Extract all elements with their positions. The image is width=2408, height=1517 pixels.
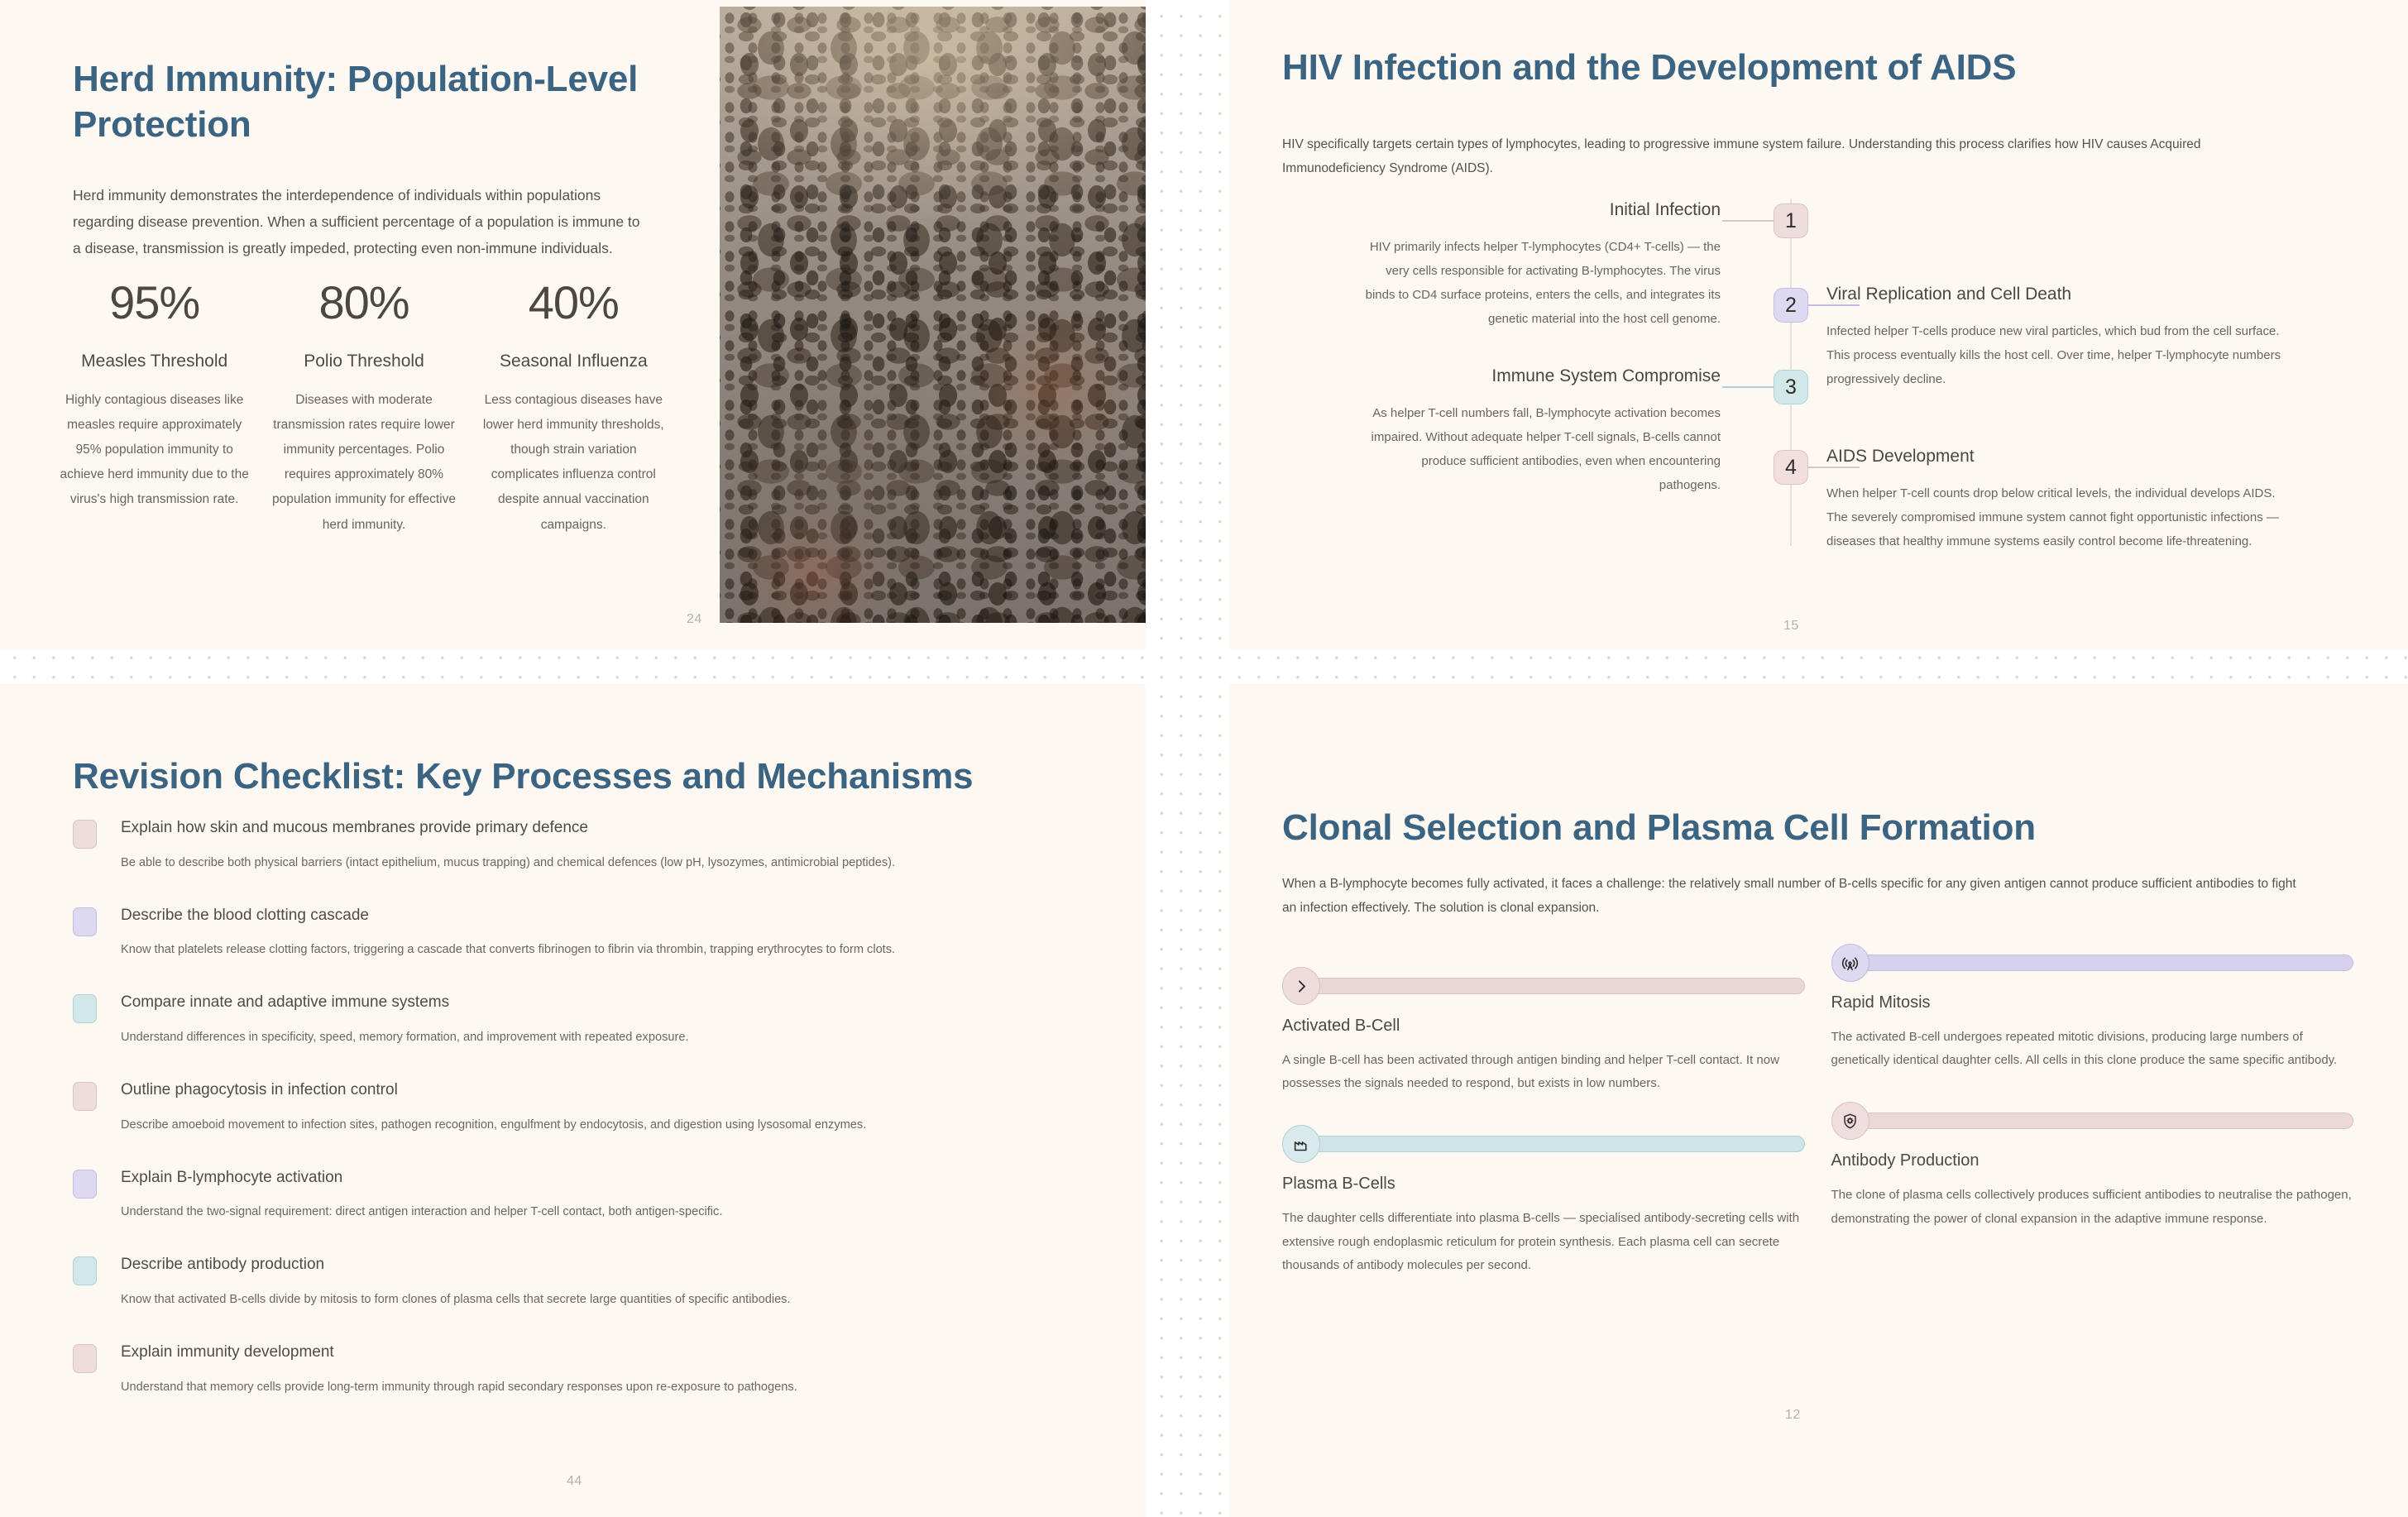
timeline-node-number: 4 bbox=[1785, 455, 1797, 479]
checklist-item-description: Describe amoeboid movement to infection sites, pathogen recognition, engulfment by endocytosis, and digestion using lysosomal enzymes. bbox=[121, 1117, 867, 1132]
stat-polio bbox=[259, 277, 468, 538]
slide-herd-immunity bbox=[0, 0, 1146, 649]
list-item[interactable] bbox=[73, 993, 1090, 1049]
chevron-right-icon[interactable] bbox=[1282, 967, 1320, 1005]
timeline-connector-1 bbox=[1722, 220, 1774, 222]
timeline-step-3 bbox=[1257, 365, 1721, 497]
checklist-item-title: Compare innate and adaptive immune systems bbox=[121, 993, 450, 1012]
page-title: Herd Immunity: Population-Level Protection bbox=[73, 59, 639, 146]
hiv-intro-text: HIV specifically targets certain types of lymphocytes, leading to progressive immune system failure. Understanding this process clarifies how HIV causes Acquired Immunodeficiency Syndrome (AIDS). bbox=[1282, 137, 2201, 176]
page-number: 44 bbox=[567, 1474, 582, 1488]
stat-description: Highly contagious diseases like measles require approximately 95% population immunity to achieve herd immunity due to the virus's high transmission rate. bbox=[60, 392, 249, 507]
stat-description: Diseases with moderate transmission rates require lower immunity percentages. Polio requires approximately 80% population immunity for effective herd immunity. bbox=[271, 392, 456, 532]
checklist-item-description: Know that activated B-cells divide by mitosis to form clones of plasma cells that secrete large quantities of specific antibodies. bbox=[121, 1293, 791, 1307]
shield-virus-icon[interactable] bbox=[1831, 1102, 1869, 1140]
checklist-item-description: Understand differences in specificity, speed, memory formation, and improvement with repeated exposure. bbox=[121, 1031, 689, 1045]
timeline-step-heading: AIDS Development bbox=[1826, 447, 1975, 466]
checklist-item-title: Explain immunity development bbox=[121, 1343, 334, 1361]
clonal-cards-grid bbox=[1282, 967, 2353, 1277]
clonal-card-description: The activated B-cell undergoes repeated mitotic divisions, producing large numbers of genetically identical daughter cells. All cells in this clone produce the same specific antibody. bbox=[1831, 1030, 2338, 1068]
stat-value: 80% bbox=[318, 276, 409, 328]
clonal-card-description: A single B-cell has been activated through antigen binding and helper T-cell contact. It now possesses the signals needed to respond, but exists in low numbers. bbox=[1282, 1053, 1779, 1091]
clonal-intro-text: When a B-lymphocyte becomes fully activated, it faces a challenge: the relatively small number of B-cells specific for any given antigen cannot produce sufficient antibodies to fight an infection effectively. The solution is clonal expansion. bbox=[1282, 877, 2296, 915]
stat-value: 40% bbox=[528, 276, 619, 328]
herd-content bbox=[73, 56, 652, 261]
clonal-card-description: The clone of plasma cells collectively produces sufficient antibodies to neutralise the pathogen, demonstrating the power of clonal expansion in the adaptive immune response. bbox=[1831, 1188, 2352, 1226]
timeline-connector-4 bbox=[1808, 467, 1860, 468]
slide-hiv-infection bbox=[1229, 0, 2408, 649]
checklist-item-description: Understand the two-signal requirement: direct antigen interaction and helper T-cell contact, both antigen-specific. bbox=[121, 1205, 723, 1219]
checklist-item-title: Explain how skin and mucous membranes provide primary defence bbox=[121, 819, 588, 836]
clonal-card-title: Plasma B-Cells bbox=[1282, 1175, 1395, 1194]
list-item[interactable] bbox=[73, 1342, 1090, 1399]
checklist-item-title: Explain B-lymphocyte activation bbox=[121, 1168, 343, 1186]
checklist-items bbox=[73, 818, 1090, 1430]
progress-bar bbox=[1850, 1113, 2354, 1129]
clonal-card-activated-b-cell bbox=[1282, 967, 1805, 1095]
slide-clonal-selection bbox=[1229, 684, 2408, 1517]
list-item[interactable] bbox=[73, 818, 1090, 874]
timeline-step-heading: Immune System Compromise bbox=[1491, 366, 1721, 385]
checkbox-icon[interactable] bbox=[73, 1344, 97, 1373]
hiv-content bbox=[1282, 45, 2291, 181]
stat-label: Seasonal Influenza bbox=[500, 351, 648, 371]
page-title: Revision Checklist: Key Processes and Mechanisms bbox=[73, 756, 974, 797]
clonal-card-title: Antibody Production bbox=[1831, 1151, 1980, 1170]
timeline-step-heading: Initial Infection bbox=[1609, 200, 1721, 219]
checkbox-icon[interactable] bbox=[73, 1170, 97, 1199]
list-item[interactable] bbox=[73, 1168, 1090, 1224]
timeline-node-1[interactable] bbox=[1774, 203, 1808, 238]
checklist-item-title: Describe antibody production bbox=[121, 1256, 325, 1274]
timeline-node-number: 1 bbox=[1785, 208, 1797, 232]
timeline-node-4[interactable] bbox=[1774, 450, 1808, 485]
timeline-step-4 bbox=[1826, 445, 2290, 554]
stat-label: Measles Threshold bbox=[81, 351, 228, 371]
page-title: HIV Infection and the Development of AIDS bbox=[1282, 47, 2017, 88]
timeline-step-body: As helper T-cell numbers fall, B-lymphocyte activation becomes impaired. Without adequate helper T-cell signals, B-cells cannot produce sufficient antibodies, even when encountering pathogens. bbox=[1371, 406, 1721, 492]
list-item[interactable] bbox=[73, 906, 1090, 962]
checkbox-icon[interactable] bbox=[73, 1082, 97, 1111]
clonal-card-bar bbox=[1831, 1102, 2354, 1140]
timeline-step-body: Infected helper T-cells produce new viral particles, which bud from the cell surface. This process eventually kills the host cell. Over time, helper T-lymphocyte numbers progressively decline. bbox=[1826, 324, 2281, 386]
hiv-timeline bbox=[1229, 192, 2408, 548]
timeline-node-3[interactable] bbox=[1774, 370, 1808, 404]
checklist-item-title: Outline phagocytosis in infection control bbox=[121, 1081, 398, 1099]
checkbox-icon[interactable] bbox=[73, 994, 97, 1023]
clonal-card-rapid-mitosis bbox=[1831, 944, 2354, 1095]
checklist-item-description: Know that platelets release clotting factors, triggering a cascade that converts fibrinogen to fibrin via thrombin, trapping erythrocytes to form clots. bbox=[121, 943, 896, 957]
stat-value: 95% bbox=[109, 276, 200, 328]
timeline-step-body: HIV primarily infects helper T-lymphocytes (CD4+ T-cells) — the very cells responsible for activating B-lymphocytes. The virus binds to CD4 surface proteins, enters the cells, and integrates its genetic material into the host cell genome. bbox=[1365, 240, 1721, 326]
progress-bar bbox=[1300, 1136, 1805, 1152]
clonal-card-title: Activated B-Cell bbox=[1282, 1017, 1400, 1035]
clonal-card-bar bbox=[1831, 944, 2354, 982]
clonal-card-plasma-b-cells bbox=[1282, 1125, 1805, 1277]
factory-icon[interactable] bbox=[1282, 1125, 1320, 1163]
herd-stats-row bbox=[50, 277, 678, 538]
stat-description: Less contagious diseases have lower herd immunity thresholds, though strain variation complicates influenza control despite annual vaccination campaigns. bbox=[482, 392, 664, 532]
timeline-step-1 bbox=[1257, 199, 1721, 331]
checkbox-icon[interactable] bbox=[73, 907, 97, 936]
checkbox-icon[interactable] bbox=[73, 1256, 97, 1285]
clonal-card-description: The daughter cells differentiate into plasma B-cells — specialised antibody-secreting cells with extensive rough endoplasmic reticulum for protein synthesis. Each plasma cell can secrete thousands of antibody molecules per second. bbox=[1282, 1211, 1800, 1272]
timeline-connector-3 bbox=[1722, 386, 1774, 388]
clonal-card-title: Rapid Mitosis bbox=[1831, 993, 1931, 1012]
timeline-step-body: When helper T-cell counts drop below critical levels, the individual develops AIDS. The severely compromised immune system cannot fight opportunistic infections — diseases that healthy immune systems easily control become life-threatening. bbox=[1826, 486, 2279, 548]
timeline-node-number: 3 bbox=[1785, 375, 1797, 399]
timeline-node-2[interactable] bbox=[1774, 288, 1808, 323]
checklist-item-description: Be able to describe both physical barriers (intact epithelium, mucus trapping) and chemical defences (low pH, lysozymes, antimicrobial peptides). bbox=[121, 855, 896, 869]
progress-bar bbox=[1300, 978, 1805, 994]
clonal-card-bar bbox=[1282, 1125, 1805, 1163]
list-item[interactable] bbox=[73, 1080, 1090, 1137]
timeline-connector-2 bbox=[1808, 304, 1860, 306]
checklist-item-description: Understand that memory cells provide long-term immunity through rapid secondary responses upon re-exposure to pathogens. bbox=[121, 1380, 797, 1394]
clonal-card-antibody-production bbox=[1831, 1102, 2354, 1277]
stat-influenza bbox=[469, 277, 678, 538]
list-item[interactable] bbox=[73, 1255, 1090, 1311]
checkbox-icon[interactable] bbox=[73, 820, 97, 849]
progress-bar bbox=[1850, 955, 2354, 971]
page-number: 12 bbox=[1785, 1408, 1801, 1422]
timeline-step-2 bbox=[1826, 283, 2290, 392]
checklist-item-title: Describe the blood clotting cascade bbox=[121, 906, 369, 924]
stat-measles bbox=[50, 277, 259, 538]
stat-label: Polio Threshold bbox=[304, 351, 424, 371]
crowd-photo bbox=[720, 7, 1146, 623]
broadcast-tower-icon[interactable] bbox=[1831, 944, 1869, 982]
page-title: Clonal Selection and Plasma Cell Formation bbox=[1282, 807, 2036, 848]
slide-revision-checklist bbox=[0, 684, 1146, 1517]
timeline-node-number: 2 bbox=[1785, 293, 1797, 317]
herd-intro-text: Herd immunity demonstrates the interdependence of individuals within populations regarding disease prevention. When a sufficient percentage of a population is immune to a disease, transmission is greatly impeded, protecting even non-immune individuals. bbox=[73, 186, 640, 256]
page-number: 24 bbox=[687, 612, 702, 626]
clonal-card-bar bbox=[1282, 967, 1805, 1005]
timeline-step-heading: Viral Replication and Cell Death bbox=[1826, 285, 2072, 304]
page-number: 15 bbox=[1783, 619, 1799, 633]
